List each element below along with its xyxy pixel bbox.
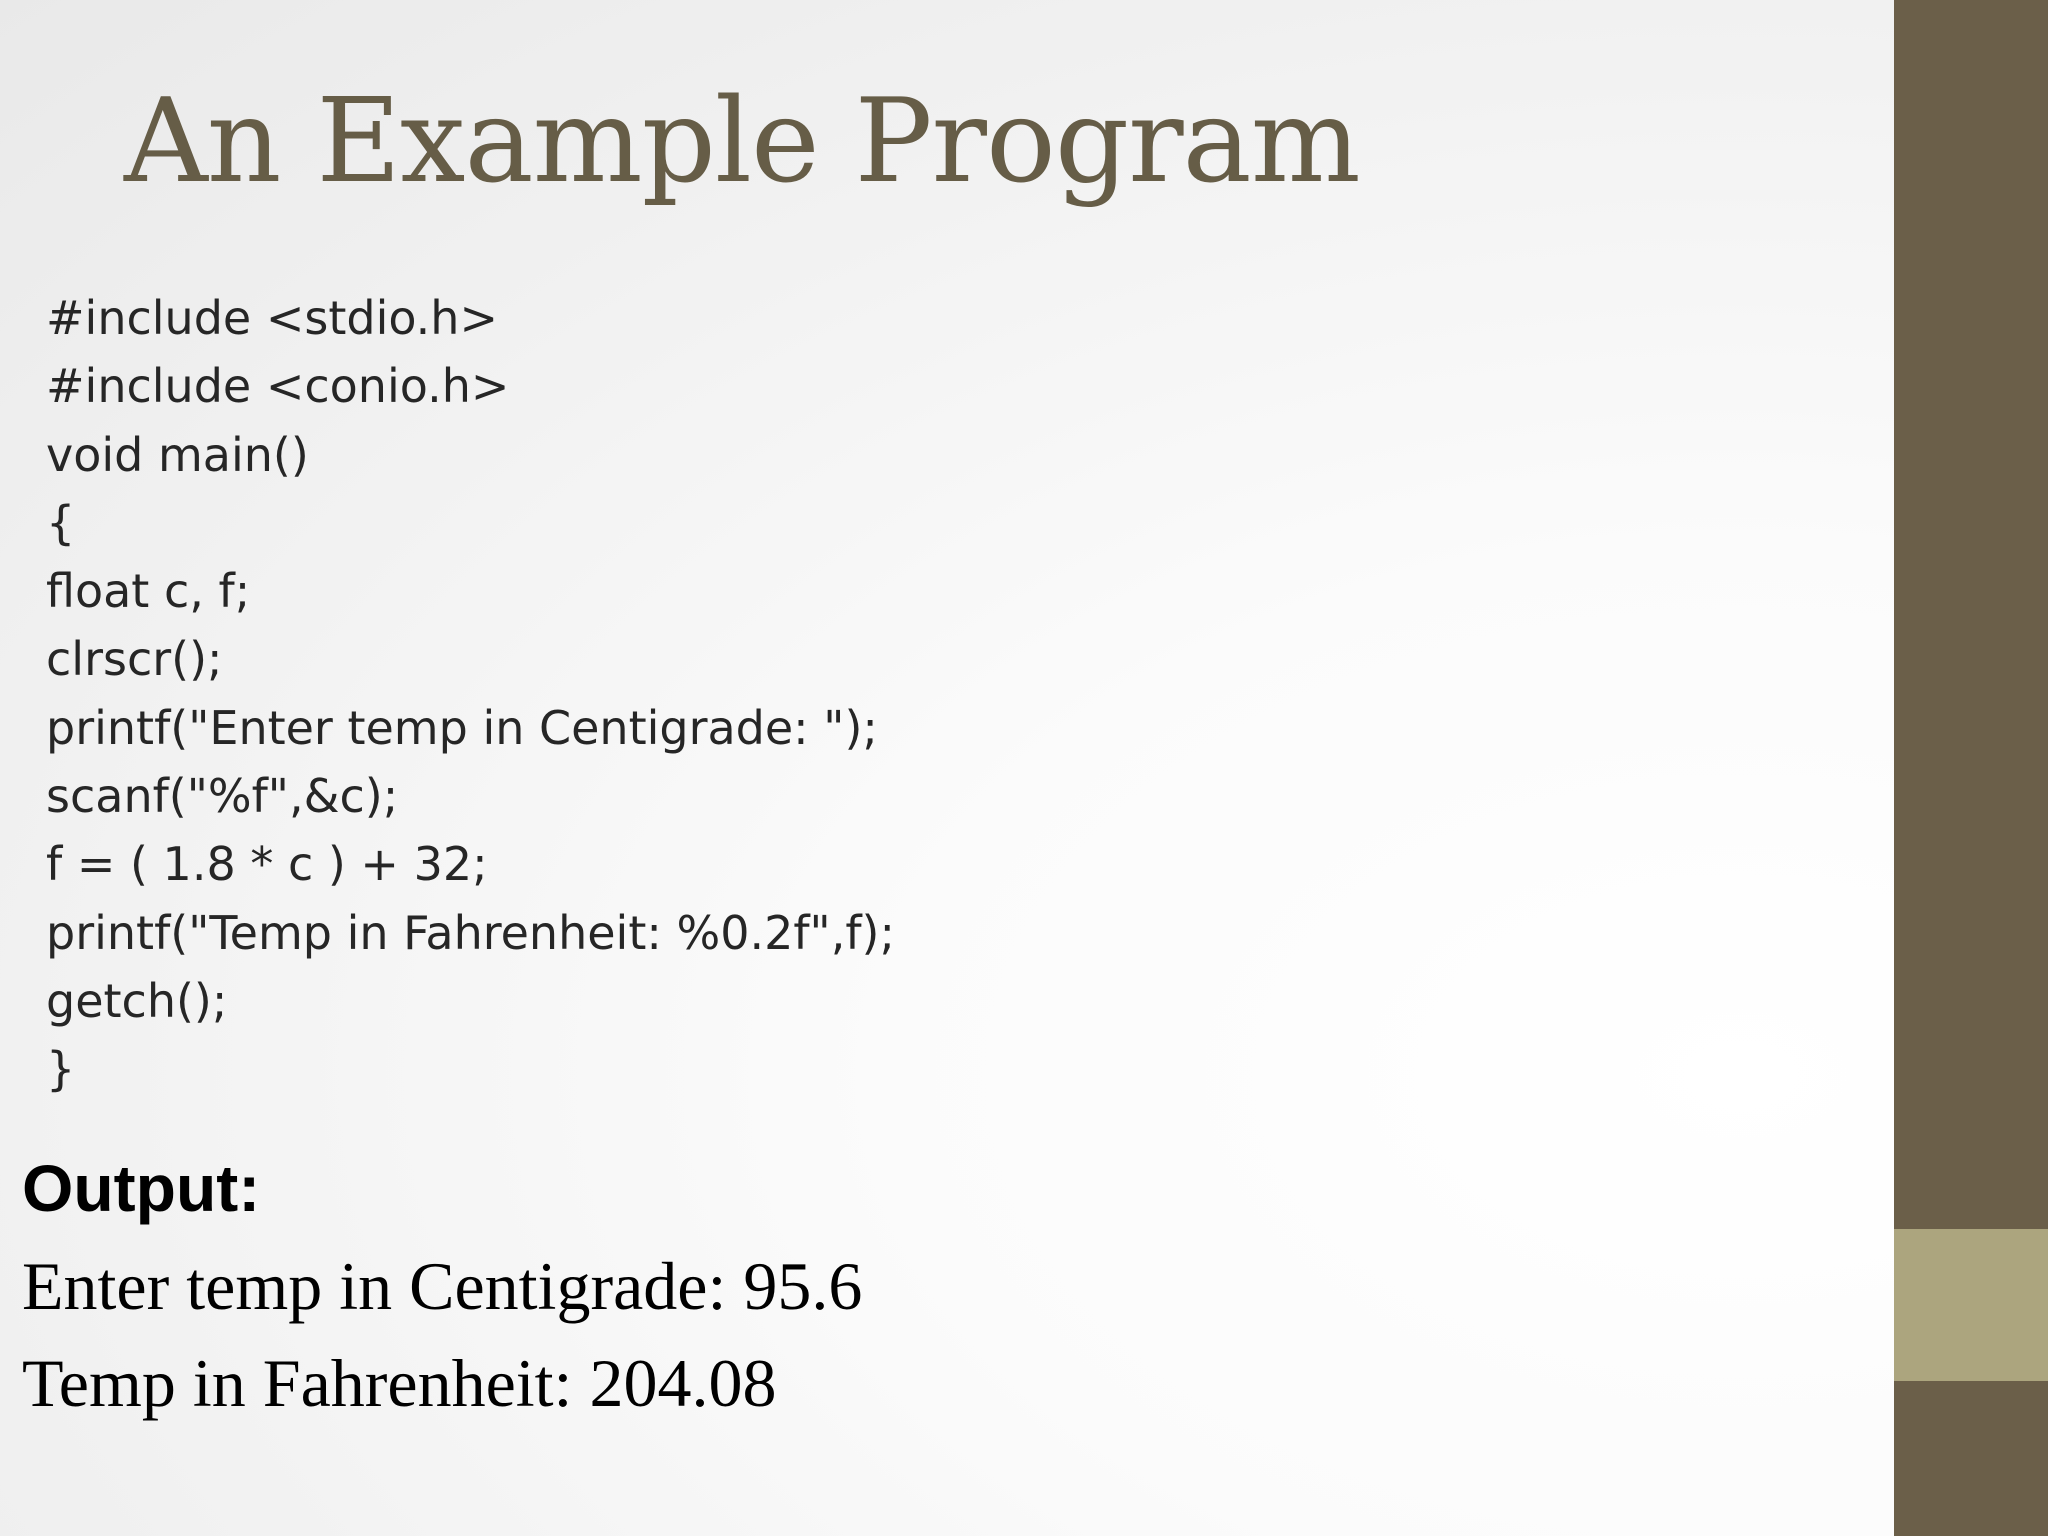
code-line: printf("Temp in Fahrenheit: %0.2f",f); (46, 905, 895, 960)
code-block (46, 284, 1146, 1104)
output-line-centigrade: Enter temp in Centigrade: 95.6 (22, 1248, 863, 1324)
code-line: clrscr(); (46, 632, 223, 687)
code-line: getch(); (46, 973, 228, 1028)
code-line: f = ( 1.8 * c ) + 32; (46, 837, 488, 892)
code-line: #include <stdio.h> (46, 291, 499, 345)
code-line: #include <conio.h> (46, 359, 510, 414)
code-line: float c, f; (46, 564, 251, 619)
code-line: } (46, 1042, 76, 1097)
code-line: scanf("%f",&c); (46, 769, 399, 824)
sidebar-accent-block (1894, 1229, 2048, 1381)
slide-title: An Example Program (124, 74, 1360, 209)
code-line: void main() (46, 427, 309, 482)
code-line: printf("Enter temp in Centigrade: "); (46, 700, 878, 755)
output-heading: Output: (22, 1151, 261, 1225)
output-line-fahrenheit: Temp in Fahrenheit: 204.08 (22, 1345, 777, 1421)
code-line: { (46, 495, 76, 550)
